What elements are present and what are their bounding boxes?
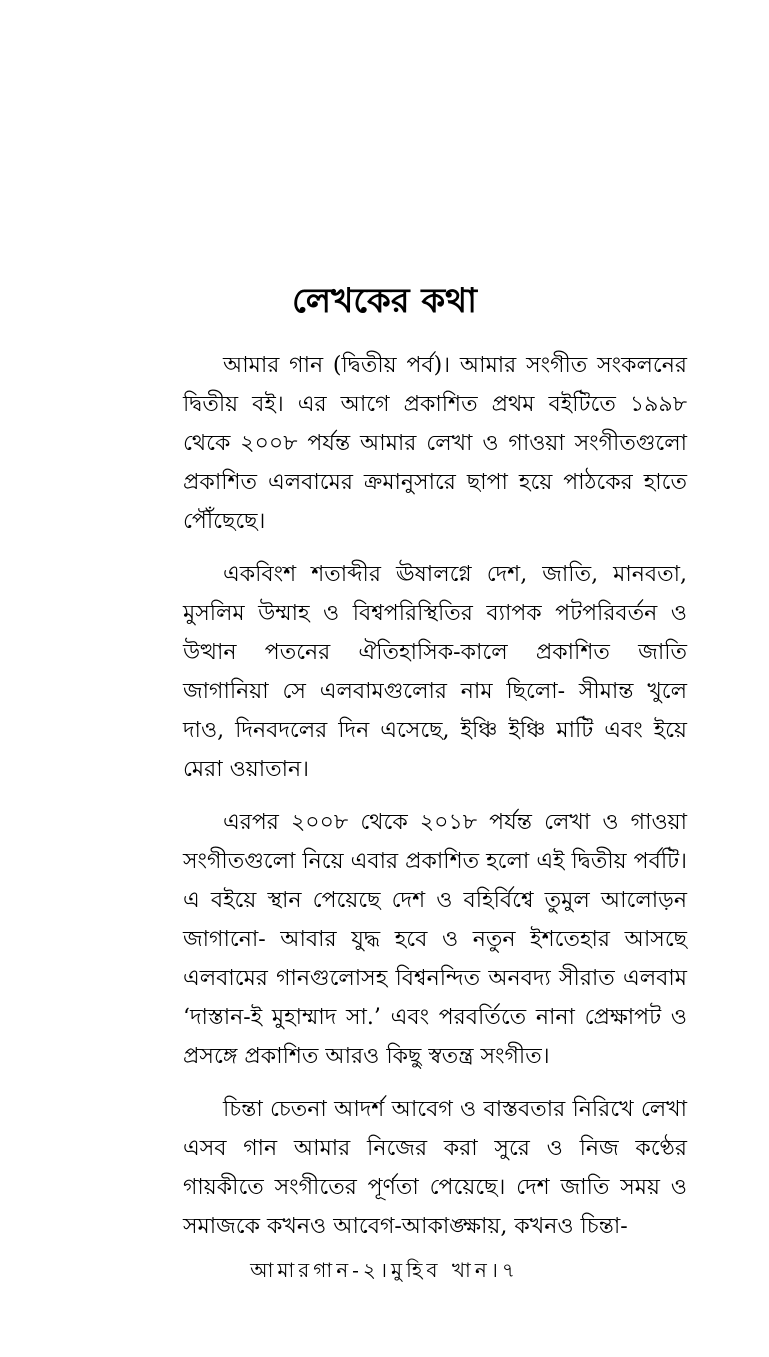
paragraph: এরপর ২০০৮ থেকে ২০১৮ পর্যন্ত লেখা ও গাওয়া সংগীতগুলো নিয়ে এবার প্রকাশিত হলো এই দ্বিতীয় পর্বটি। এ বইয়ে স্থান পেয়েছে দেশ ও বহির্বিশ্বে তুমুল আলোড়ন জাগানো- আবার যুদ্ধ হবে ও নতুন ইশতেহার আসছে এলবামের গানগুলোসহ বিশ্বনন্দিত অনবদ্য সীরাত এলবাম ‘দাস্তান-ই মুহাম্মাদ সা.’ এবং পরবর্তিতে নানা প্রেক্ষাপট ও প্রসঙ্গে প্রকাশিত আরও কিছু স্বতন্ত্র সংগীত। <box>183 810 687 1069</box>
body-text <box>183 346 687 1260</box>
paragraph: আমার গান (দ্বিতীয় পর্ব)। আমার সংগীত সংকলনের দ্বিতীয় বই। এর আগে প্রকাশিত প্রথম বইটিতে ১৯৯৮ থেকে ২০০৮ পর্যন্ত আমার লেখা ও গাওয়া সংগীতগুলো প্রকাশিত এলবামের ক্রমানুসারে ছাপা হয়ে পাঠকের হাতে পৌঁছেছে। <box>183 353 687 534</box>
paragraph: একবিংশ শতাব্দীর ঊষালগ্নে দেশ, জাতি, মানবতা, মুসলিম উম্মাহ ও বিশ্বপরিস্থিতির ব্যাপক পটপরিবর্তন ও উত্থান পতনের ঐতিহাসিক-কালে প্রকাশিত জাতি জাগানিয়া সে এলবামগুলোর নাম ছিলো- সীমান্ত খুলে দাও, দিনবদলের দিন এসেছে, ইঞ্চি ইঞ্চি মাটি এবং ইয়ে মেরা ওয়াতান। <box>183 562 687 782</box>
page-title: লেখকের কথা <box>291 281 478 321</box>
page-footer: আমারগান-২।মুহিব খান।৭ <box>250 1258 519 1282</box>
paragraph: চিন্তা চেতনা আদর্শ আবেগ ও বাস্তবতার নিরিখে লেখা এসব গান আমার নিজের করা সুরে ও নিজ কণ্ঠের গায়কীতে সংগীতের পূর্ণতা পেয়েছে। দেশ জাতি সময় ও সমাজকে কখনও আবেগ-আকাঙ্ক্ষায়, কখনও চিন্তা- <box>183 1097 687 1239</box>
